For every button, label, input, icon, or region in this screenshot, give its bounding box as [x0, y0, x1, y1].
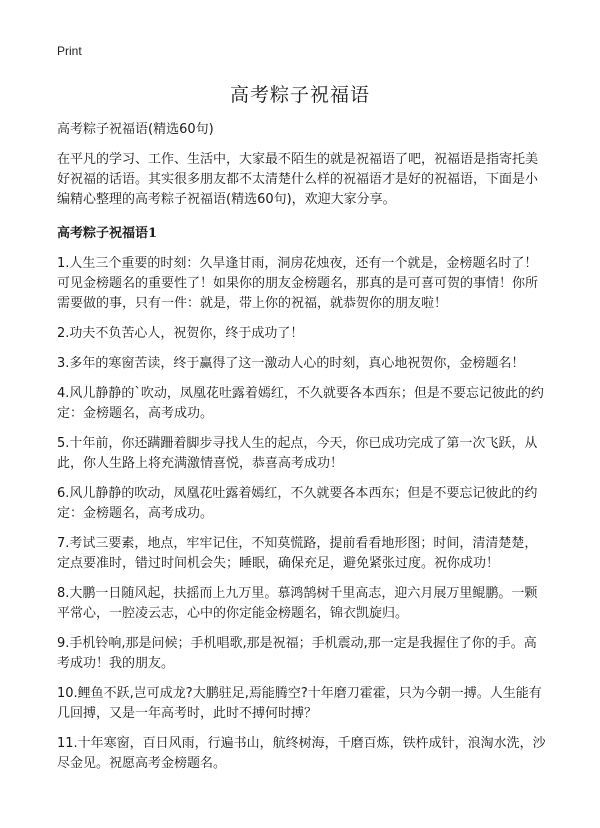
document-body: [57, 120, 547, 784]
document-subtitle: 高考粽子祝福语(精选60句): [57, 122, 214, 137]
section-heading: 高考粽子祝福语1: [57, 226, 158, 241]
blessing-item-4: 4.风儿静静的`吹动，凤凰花吐露着嫣红，不久就要各本西东；但是不要忘记彼此的约定：金榜题名，高考成功。: [57, 386, 544, 421]
blessing-list: [57, 254, 547, 774]
document-title: 高考粽子祝福语: [229, 84, 370, 106]
print-link[interactable]: Print: [57, 44, 82, 58]
blessing-item-6: 6.风儿静静的吹动，凤凰花吐露着嫣红，不久就要各本西东；但是不要忘记彼此的约定：金榜题名，高考成功。: [57, 486, 538, 521]
blessing-item-11: 11.十年寒窗，百日风雨，行遍书山，航终树海，千磨百炼，铁杵成针，浪淘水洗，沙尽金见。祝愿高考金榜题名。: [57, 736, 546, 771]
blessing-item-5: 5.十年前，你还蹒跚着脚步寻找人生的起点，今天，你已成功完成了第一次飞跃，从此，你人生路上将充满激情喜悦，恭喜高考成功！: [57, 436, 538, 471]
blessing-item-2: 2.功夫不负苦心人，祝贺你，终于成功了！: [57, 326, 304, 341]
blessing-item-1: 1.人生三个重要的时刻：久旱逢甘雨，洞房花烛夜，还有一个就是，金榜题名时了！可见金榜题名的重要性了！如果你的朋友金榜题名，那真的是可喜可贺的事情！你所需要做的事，只有一件：就是，带上你的祝福，就恭贺你的朋友啦！: [57, 256, 539, 311]
intro-paragraph: 在平凡的学习、工作、生活中，大家最不陌生的就是祝福语了吧，祝福语是指寄托美好祝福的话语。其实很多朋友都不太清楚什么样的祝福语才是好的祝福语，下面是小编精心整理的高考粽子祝福语(精选60句)，欢迎大家分享。: [57, 152, 539, 207]
blessing-item-9: 9.手机铃响,那是问候；手机唱歌,那是祝福；手机震动,那一定是我握住了你的手。高考成功！我的朋友。: [57, 636, 537, 671]
blessing-item-3: 3.多年的寒窗苦读，终于赢得了这一激动人心的时刻，真心地祝贺你，金榜题名！: [57, 356, 525, 371]
blessing-item-10: 10.鲤鱼不跃,岂可成龙?大鹏驻足,焉能腾空?十年磨刀霍霍，只为今朝一搏。人生能有几回搏，又是一年高考时，此时不搏何时搏？: [57, 686, 542, 721]
blessing-item-8: 8.大鹏一日随风起，扶摇而上九万里。慕鸿鹄树千里高志，迎六月展万里鲲鹏。一颗平常心，一腔凌云志，心中的你定能金榜题名，锦衣凯旋归。: [57, 586, 538, 621]
blessing-item-7: 7.考试三要素，地点，牢牢记住，不知莫慌路，提前看看地形图；时间，清清楚楚，定点要准时，错过时间机会失；睡眠，确保充足，避免紧张过度。祝你成功！: [57, 536, 538, 571]
